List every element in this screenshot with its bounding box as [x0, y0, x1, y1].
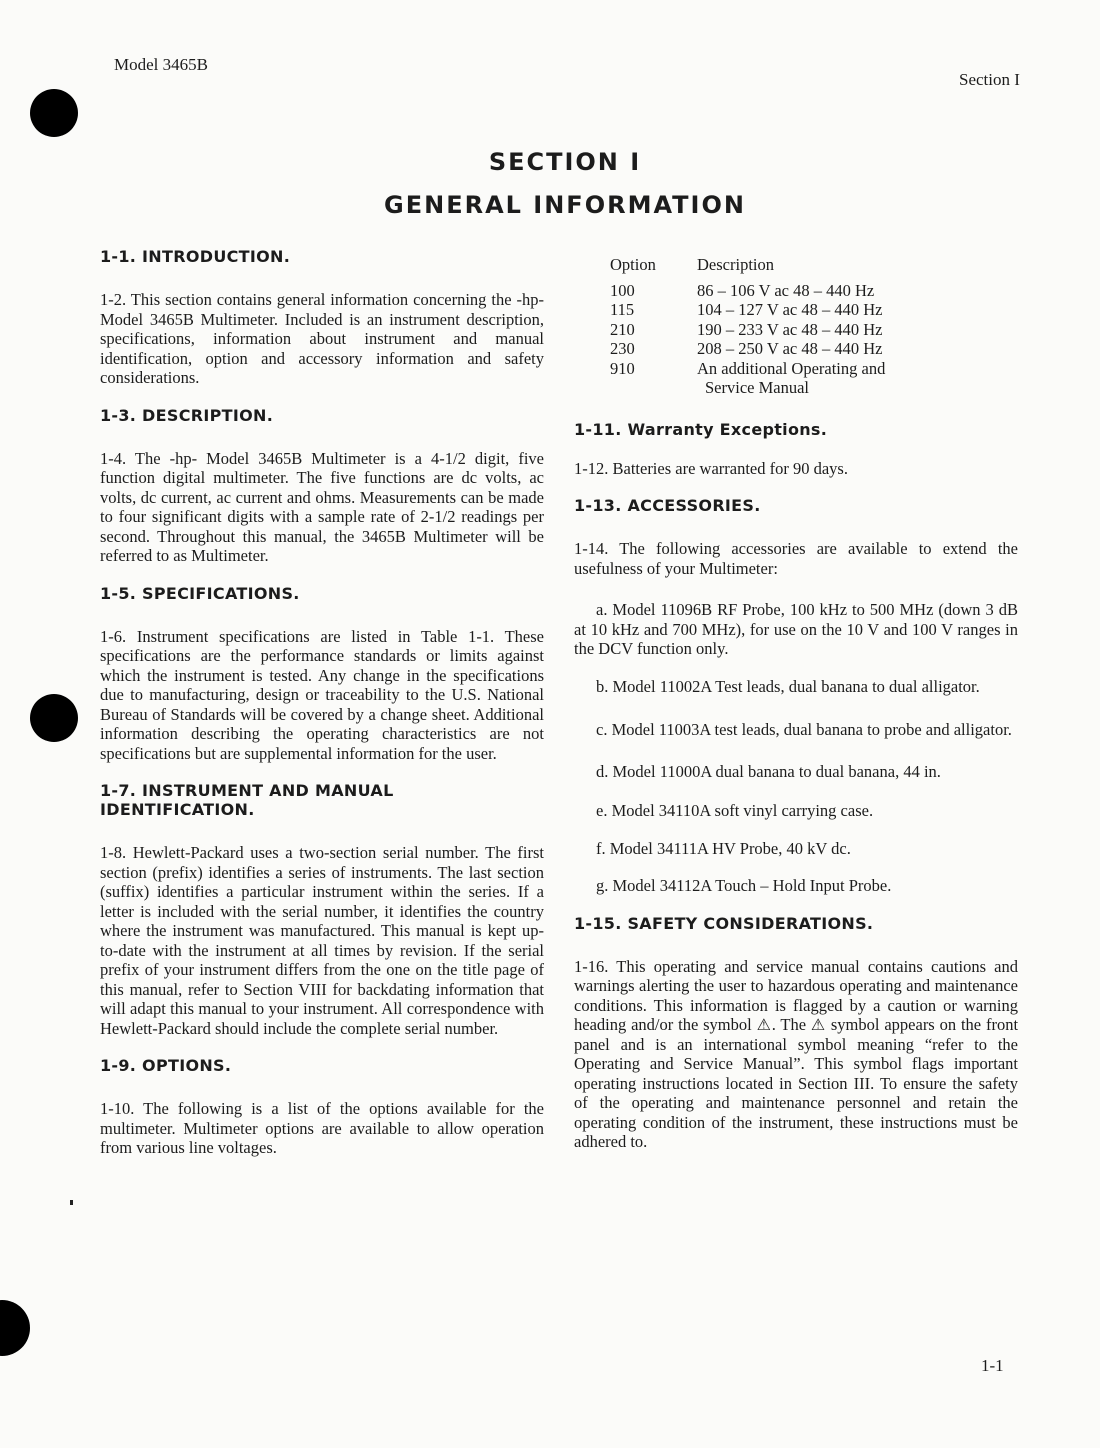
paragraph-1-8: 1-8. Hewlett-Packard uses a two-section serial number. The first section (prefix) identifies a series of instruments. The last section (suffix) identifies a particular instrument within the series. If a letter is included with the serial number, it identifies the country where the instrument was manufactured. This manual is kept up-to-date with the instrument at all times by revision. If the serial prefix of your instrument differs from the one on the title page of this manual, refer to Section VIII for backdating information that will adapt this manual to your instrument. All correspondence with Hewlett-Packard should include the complete serial number.: [100, 843, 544, 1038]
header-section: Section I: [959, 70, 1020, 89]
option-description: 208 – 250 V ac 48 – 440 Hz: [697, 339, 883, 358]
warning-triangle-icon: ⚠: [810, 1015, 827, 1034]
option-number: 100: [610, 280, 635, 300]
option-description: An additional Operating and: [697, 358, 886, 378]
left-column: [100, 247, 544, 1158]
options-table: [574, 255, 1018, 398]
option-description: 190 – 233 V ac 48 – 440 Hz: [697, 319, 883, 339]
binder-hole-middle: [30, 694, 78, 742]
option-number: 230: [610, 339, 635, 358]
column-header-option: Option: [610, 255, 656, 274]
paragraph-1-10: 1-10. The following is a list of the options available for the multimeter. Multimeter options are available to allow operation from various line voltages.: [100, 1099, 544, 1157]
accessory-d: d. Model 11000A dual banana to dual banana, 44 in.: [596, 761, 941, 781]
option-number: 910: [610, 358, 635, 378]
header-model: Model 3465B: [114, 55, 208, 74]
paragraph-1-16-part2: . The: [771, 1015, 807, 1034]
table-row: [574, 320, 1018, 340]
table-row: [574, 359, 1018, 379]
table-row: [574, 339, 1018, 359]
paragraph-1-14: 1-14. The following accessories are available to extend the usefulness of your Multimeter:: [574, 539, 1018, 578]
margin-mark: [70, 1200, 73, 1205]
paragraph-1-16-part3: symbol appears on the front panel and is an international symbol meaning “refer to the Operating and Service Manual”. This symbol flags important operating instructions located in Section III. To ensure the safety of the operating and maintenance personnel and retain the operating condition of the instrument, these instructions must be adhered to.: [574, 1015, 1019, 1151]
accessory-b: b. Model 11002A Test leads, dual banana to dual alligator.: [596, 676, 980, 696]
accessory-g: g. Model 34112A Touch – Hold Input Probe.: [596, 876, 892, 895]
option-number: 210: [610, 319, 635, 339]
option-description: 86 – 106 V ac 48 – 440 Hz: [697, 280, 875, 300]
paragraph-1-16-part1: 1-16. This operating and service manual contains cautions and warnings alerting the user to hazardous operating and maintenance conditions. This information is flagged by a caution or warning heading and/or the symbol: [574, 956, 1018, 1034]
option-number: 115: [610, 300, 635, 319]
paragraph-1-2: 1-2. This section contains general information concerning the -hp- Model 3465B Multimeter. Included is an instrument description, specifications, information about instrument and manual identification, option and accessory information and safety considerations.: [100, 290, 544, 387]
heading-warranty: 1-11. Warranty Exceptions.: [574, 419, 828, 439]
table-row: [574, 281, 1018, 301]
column-header-description: Description: [697, 255, 774, 274]
heading-description: 1-3. DESCRIPTION.: [100, 405, 274, 425]
paragraph-1-4: 1-4. The -hp- Model 3465B Multimeter is a 4-1/2 digit, five function digital multimeter. The five functions are dc volts, ac volts, dc current, ac current and ohms. Measurements can be made to four significant digits with a sample rate of 2-1/2 readings per second. Throughout this manual, the 3465B Multimeter will be referred to as Multimeter.: [100, 448, 544, 565]
accessory-f: f. Model 34111A HV Probe, 40 kV dc.: [596, 838, 851, 858]
page-number: 1-1: [981, 1356, 1004, 1375]
right-column: [574, 255, 1018, 1152]
section-subtitle: GENERAL INFORMATION: [384, 191, 746, 219]
paragraph-1-6: 1-6. Instrument specifications are listed in Table 1-1. These specifications are the performance standards or limits against which the instrument is tested. Any change in the specifications due to manufacturing, design or traceability to the U.S. National Bureau of Standards will be covered by a change sheet. Additional information describing the operating characteristics are not specifications but are supplemental information for the user.: [100, 626, 544, 763]
heading-identification: 1-7. INSTRUMENT AND MANUAL IDENTIFICATION.: [100, 781, 394, 819]
binder-hole-bottom: [0, 1300, 30, 1356]
options-table-header: [574, 255, 1018, 275]
paragraph-1-16: [574, 957, 1018, 1152]
warning-triangle-icon: ⚠: [756, 1015, 772, 1034]
table-row-continuation: [574, 378, 1018, 398]
accessory-a: a. Model 11096B RF Probe, 100 kHz to 500 MHz (down 3 dB at 10 kHz and 700 MHz), for use on the 10 V and 100 V ranges in the DCV function only.: [574, 600, 1018, 658]
option-description-cont: Service Manual: [705, 378, 810, 397]
heading-introduction: 1-1. INTRODUCTION.: [100, 247, 291, 266]
paragraph-1-12: 1-12. Batteries are warranted for 90 days.: [574, 458, 848, 478]
heading-accessories: 1-13. ACCESSORIES.: [574, 496, 761, 515]
accessory-e: e. Model 34110A soft vinyl carrying case.: [596, 801, 874, 820]
table-row: [574, 300, 1018, 320]
heading-options: 1-9. OPTIONS.: [100, 1056, 232, 1075]
option-description: 104 – 127 V ac 48 – 440 Hz: [697, 300, 883, 319]
heading-specifications: 1-5. SPECIFICATIONS.: [100, 583, 300, 603]
binder-hole-top: [30, 89, 78, 137]
accessory-c: c. Model 11003A test leads, dual banana to probe and alligator.: [596, 720, 1012, 739]
heading-safety: 1-15. SAFETY CONSIDERATIONS.: [574, 913, 874, 933]
section-title: SECTION I: [488, 148, 642, 176]
